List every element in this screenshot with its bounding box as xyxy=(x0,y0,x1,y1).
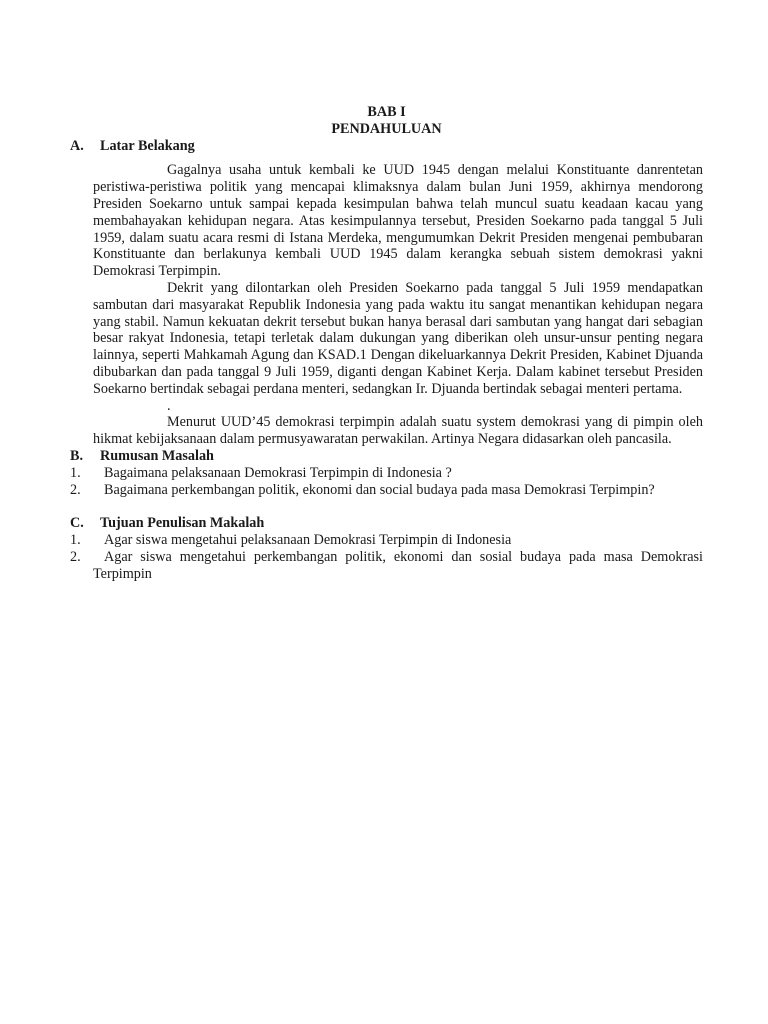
section-c-title: Tujuan Penulisan Makalah xyxy=(100,515,265,532)
list-item xyxy=(70,482,703,499)
list-item-number: 1. xyxy=(70,464,81,481)
list-item xyxy=(70,532,703,549)
list-item xyxy=(70,549,703,583)
paragraph-3: Menurut UUD’45 demokrasi terpimpin adalah suatu system demokrasi yang di pimpin oleh hikmat kebijaksanaan dalam permusyawaratan perwakilan. Artinya Negara didasarkan oleh pancasila. xyxy=(93,414,703,448)
section-b-letter: B. xyxy=(70,447,84,464)
paragraph-1: Gagalnya usaha untuk kembali ke UUD 1945 dengan melalui Konstituante danrentetan peristiwa-peristiwa politik yang mencapai klimaksnya dalam bulan Juni 1959, akhirnya mendorong Presiden Soekarno untuk sampai kepada kesimpulan bahwa telah muncul suatu keadaan kacau yang membahayakan kehidupan negara. Atas kesimpulannya tersebut, Presiden Soekarno pada tanggal 5 Juli 1959, dalam suatu acara resmi di Istana Merdeka, mengumumkan Dekrit Presiden mengenai pembubaran Konstituante dan berlakunya kembali UUD 1945 dalam kerangka sebuah sistem demokrasi yakni Demokrasi Terpimpin. xyxy=(93,162,703,280)
paragraph-2: Dekrit yang dilontarkan oleh Presiden Soekarno pada tanggal 5 Juli 1959 mendapatkan sambutan dari masyarakat Republik Indonesia yang pada waktu itu sangat menantikan kehidupan negara yang stabil. Namun kekuatan dekrit tersebut bukan hanya berasal dari sambutan yang hangat dari sebagian besar rakyat Indonesia, tetapi terletak dalam dukungan yang diberikan oleh unsur-unsur penting negara lainnya, seperti Mahkamah Agung dan KSAD.1 Dengan dikeluarkannya Dekrit Presiden, Kabinet Djuanda dibubarkan dan pada tanggal 9 Juli 1959, diganti dengan Kabinet Kerja. Dalam kabinet tersebut Presiden Soekarno bertindak sebagai perdana menteri, sedangkan Ir. Djuanda bertindak sebagai menteri pertama. xyxy=(93,279,703,397)
chapter-title: PENDAHULUAN xyxy=(331,120,442,137)
paragraph-separator: . xyxy=(167,397,171,414)
section-a-letter: A. xyxy=(70,137,84,154)
chapter-number: BAB I xyxy=(367,104,406,120)
list-item-text: Bagaimana perkembangan politik, ekonomi dan social budaya pada masa Demokrasi Terpimpin? xyxy=(104,481,655,498)
objective-list xyxy=(70,532,703,582)
list-item-number: 2. xyxy=(70,481,81,498)
list-item-number: 2. xyxy=(70,548,81,565)
spacer xyxy=(70,498,703,515)
section-b-heading xyxy=(70,448,703,465)
list-item-text: Agar siswa mengetahui pelaksanaan Demokrasi Terpimpin di Indonesia xyxy=(104,531,512,548)
list-item xyxy=(70,465,703,482)
section-c-letter: C. xyxy=(70,515,84,532)
section-a-heading xyxy=(70,138,703,155)
list-item-text: Bagaimana pelaksanaan Demokrasi Terpimpin di Indonesia ? xyxy=(104,464,452,481)
section-a-title: Latar Belakang xyxy=(100,137,195,154)
list-item-number: 1. xyxy=(70,531,81,548)
document-body xyxy=(70,104,703,582)
section-c-heading xyxy=(70,515,703,532)
problem-list xyxy=(70,465,703,499)
section-b-title: Rumusan Masalah xyxy=(100,447,214,464)
list-item-text: Agar siswa mengetahui perkembangan politik, ekonomi dan sosial budaya pada masa Demokrasi Terpimpin xyxy=(93,548,703,582)
